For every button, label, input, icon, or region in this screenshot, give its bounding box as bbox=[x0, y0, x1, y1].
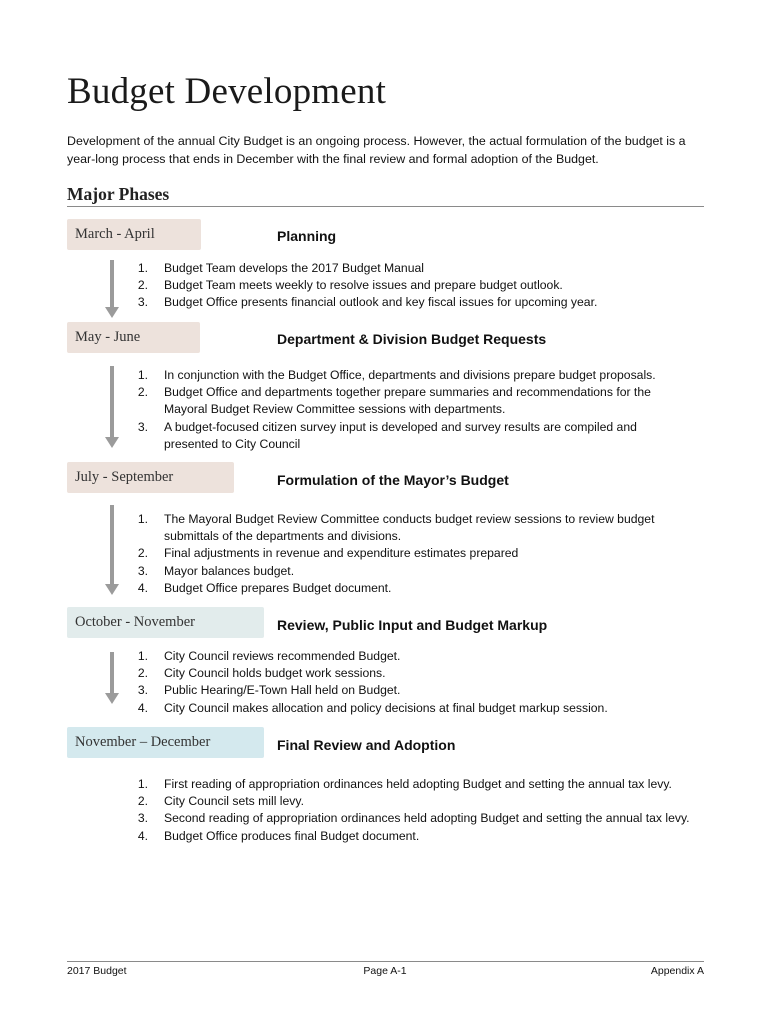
footer-page-number: Page A-1 bbox=[363, 965, 407, 977]
footer-divider bbox=[67, 961, 704, 962]
phase-title: Department & Division Budget Requests bbox=[277, 331, 547, 347]
list-item: 1. The Mayoral Budget Review Committee conducts budget review sessions to review budget submittals of the departments and divisions. bbox=[137, 512, 655, 544]
list-item: 3. A budget-focused citizen survey input is developed and survey results are compiled and presented to City Council bbox=[137, 419, 637, 451]
phase-title: Review, Public Input and Budget Markup bbox=[277, 617, 548, 633]
footer-right: Appendix A bbox=[650, 965, 704, 977]
phase-period-badge: May - June bbox=[67, 322, 200, 353]
phase-period-badge: October - November bbox=[67, 607, 264, 638]
phase-steps-list bbox=[130, 260, 690, 312]
phase-title: Final Review and Adoption bbox=[277, 737, 456, 753]
list-item: 4. Budget Office prepares Budget document. bbox=[137, 580, 392, 595]
phase-period-badge: November – December bbox=[67, 727, 264, 758]
list-item: 2. Final adjustments in revenue and expenditure estimates prepared bbox=[137, 546, 519, 561]
list-item: 4. City Council makes allocation and policy decisions at final budget markup session. bbox=[137, 700, 608, 715]
phase-title: Planning bbox=[277, 228, 337, 244]
down-arrow-icon bbox=[108, 366, 116, 448]
list-item: 2. Budget Office and departments together prepare summaries and recommendations for the Mayoral Budget Review Committee sessions with departments. bbox=[137, 385, 651, 417]
list-item: 2. Budget Team meets weekly to resolve issues and prepare budget outlook. bbox=[137, 278, 563, 293]
list-item: 1. First reading of appropriation ordinances held adopting Budget and setting the annual tax levy. bbox=[137, 777, 672, 791]
list-item: 4. Budget Office produces final Budget document. bbox=[137, 828, 420, 843]
phase-steps-list bbox=[130, 648, 690, 717]
intro-paragraph: Development of the annual City Budget is an ongoing process. However, the actual formulation of the budget is a year-long process that ends in December with the final review and formal adoption of the Budget. bbox=[67, 134, 686, 166]
list-item: 2. City Council sets mill levy. bbox=[137, 794, 304, 809]
list-item: 1. City Council reviews recommended Budget. bbox=[137, 649, 401, 663]
list-item: 2. City Council holds budget work sessions. bbox=[137, 666, 386, 681]
section-heading: Major Phases bbox=[67, 184, 170, 204]
list-item: 3. Budget Office presents financial outlook and key fiscal issues for upcoming year. bbox=[137, 295, 598, 310]
phase-steps-list bbox=[130, 776, 690, 845]
phase-period-badge: March - April bbox=[67, 219, 201, 250]
section-divider bbox=[67, 206, 704, 207]
list-item: 3. Mayor balances budget. bbox=[137, 563, 295, 578]
phase-steps-list bbox=[130, 511, 690, 597]
footer-left: 2017 Budget bbox=[67, 965, 127, 977]
down-arrow-icon bbox=[108, 260, 116, 318]
list-item: 1. In conjunction with the Budget Office, departments and divisions prepare budget proposals. bbox=[137, 368, 656, 382]
list-item: 1. Budget Team develops the 2017 Budget Manual bbox=[137, 261, 424, 275]
phase-period-badge: July - September bbox=[67, 462, 234, 493]
list-item: 3. Public Hearing/E-Town Hall held on Budget. bbox=[137, 683, 401, 698]
list-item: 3. Second reading of appropriation ordinances held adopting Budget and setting the annual tax levy. bbox=[137, 811, 690, 826]
page-title: Budget Development bbox=[67, 71, 387, 112]
down-arrow-icon bbox=[108, 652, 116, 704]
phase-title: Formulation of the Mayor’s Budget bbox=[277, 472, 509, 488]
down-arrow-icon bbox=[108, 505, 116, 595]
phase-steps-list bbox=[130, 367, 690, 453]
